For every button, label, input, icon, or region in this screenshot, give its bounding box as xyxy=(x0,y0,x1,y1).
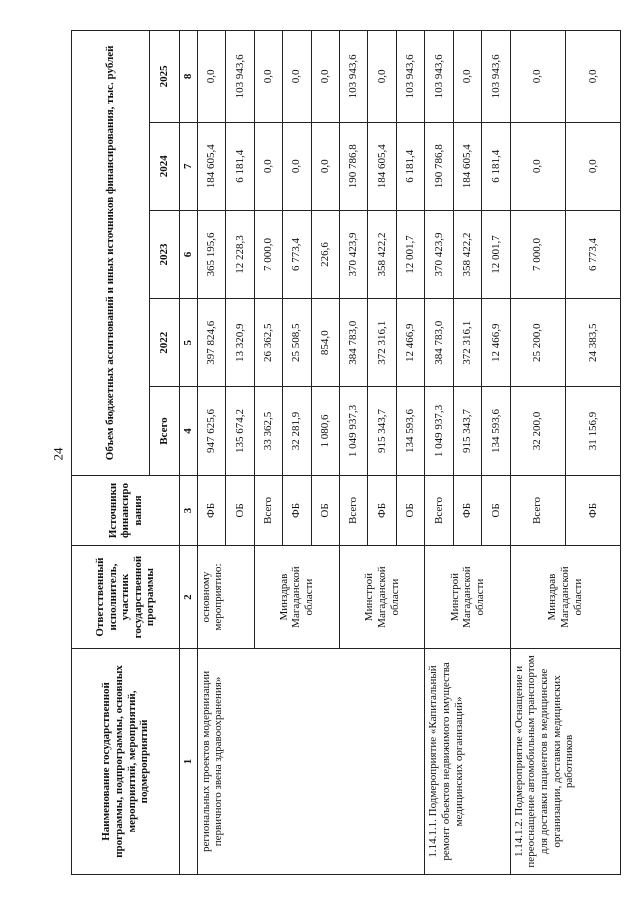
amount-cell-total: 1 049 937,3 xyxy=(425,387,453,475)
amount-cell-total: 915 343,7 xyxy=(453,387,481,475)
amount-cell-y2023: 358 422,2 xyxy=(453,210,481,298)
amount-cell-y2022: 854,0 xyxy=(311,299,339,387)
amount-cell-y2023: 7 000,0 xyxy=(254,210,282,298)
amount-cell-y2024: 0,0 xyxy=(254,122,282,210)
funding-source-cell: ФБ xyxy=(368,475,396,546)
col-number: 6 xyxy=(180,210,198,298)
amount-cell-total: 1 049 937,3 xyxy=(339,387,367,475)
amount-cell-total: 31 156,9 xyxy=(565,387,620,475)
col-number: 2 xyxy=(180,546,198,649)
executor-cell: основному мероприятию: xyxy=(197,546,254,649)
amount-cell-y2025: 0,0 xyxy=(368,31,396,123)
funding-source-cell: Всего xyxy=(425,475,453,546)
amount-cell-total: 32 281,9 xyxy=(283,387,311,475)
col-number: 5 xyxy=(180,299,198,387)
amount-cell-y2024: 6 181,4 xyxy=(226,122,254,210)
amount-cell-y2022: 12 466,9 xyxy=(482,299,510,387)
amount-cell-y2023: 6 773,4 xyxy=(565,210,620,298)
amount-cell-y2022: 372 316,1 xyxy=(368,299,396,387)
page-number: 24 xyxy=(50,447,66,461)
amount-cell-y2025: 103 943,6 xyxy=(226,31,254,123)
amount-cell-total: 135 674,2 xyxy=(226,387,254,475)
amount-cell-y2022: 12 466,9 xyxy=(396,299,424,387)
table-row xyxy=(197,31,225,875)
header-year-2024: 2024 xyxy=(150,122,180,210)
amount-cell-y2025: 0,0 xyxy=(311,31,339,123)
amount-cell-total: 915 343,7 xyxy=(368,387,396,475)
amount-cell-y2023: 12 228,3 xyxy=(226,210,254,298)
amount-cell-y2024: 0,0 xyxy=(510,122,565,210)
amount-cell-y2023: 370 423,9 xyxy=(425,210,453,298)
amount-cell-y2024: 184 605,4 xyxy=(197,122,225,210)
table-row xyxy=(510,31,565,875)
amount-cell-y2022: 26 362,5 xyxy=(254,299,282,387)
amount-cell-y2024: 0,0 xyxy=(565,122,620,210)
header-funding-source: Источники финансиро вания xyxy=(72,475,180,546)
executor-cell: Минстрой Магаданской области xyxy=(339,546,424,649)
program-name-cell: региональных проектов модернизации первичного звена здравоохранения» xyxy=(197,648,425,874)
funding-source-cell: Всего xyxy=(510,475,565,546)
amount-cell-y2025: 0,0 xyxy=(283,31,311,123)
amount-cell-y2023: 370 423,9 xyxy=(339,210,367,298)
header-year-2023: 2023 xyxy=(150,210,180,298)
financing-table xyxy=(71,30,621,875)
amount-cell-y2025: 103 943,6 xyxy=(482,31,510,123)
amount-cell-y2023: 358 422,2 xyxy=(368,210,396,298)
amount-cell-y2025: 103 943,6 xyxy=(425,31,453,123)
table-row xyxy=(425,31,453,875)
amount-cell-y2024: 184 605,4 xyxy=(453,122,481,210)
amount-cell-total: 947 625,6 xyxy=(197,387,225,475)
amount-cell-y2022: 384 783,0 xyxy=(425,299,453,387)
amount-cell-total: 134 593,6 xyxy=(396,387,424,475)
amount-cell-y2024: 6 181,4 xyxy=(482,122,510,210)
amount-cell-y2025: 0,0 xyxy=(197,31,225,123)
amount-cell-y2022: 397 824,6 xyxy=(197,299,225,387)
header-year-2025: 2025 xyxy=(150,31,180,123)
funding-source-cell: ФБ xyxy=(197,475,225,546)
amount-cell-y2023: 365 195,6 xyxy=(197,210,225,298)
amount-cell-y2025: 0,0 xyxy=(453,31,481,123)
header-total: Всего xyxy=(150,387,180,475)
amount-cell-y2023: 7 000,0 xyxy=(510,210,565,298)
col-number: 7 xyxy=(180,122,198,210)
col-number: 1 xyxy=(180,648,198,874)
amount-cell-y2025: 103 943,6 xyxy=(396,31,424,123)
amount-cell-total: 33 362,5 xyxy=(254,387,282,475)
amount-cell-total: 1 080,6 xyxy=(311,387,339,475)
amount-cell-y2024: 190 786,8 xyxy=(425,122,453,210)
amount-cell-y2022: 25 508,5 xyxy=(283,299,311,387)
executor-cell: Минздрав Магаданской области xyxy=(510,546,620,649)
amount-cell-y2022: 25 200,0 xyxy=(510,299,565,387)
table-wrapper xyxy=(71,30,621,875)
funding-source-cell: Всего xyxy=(339,475,367,546)
amount-cell-y2023: 12 001,7 xyxy=(396,210,424,298)
amount-cell-y2024: 184 605,4 xyxy=(368,122,396,210)
amount-cell-y2022: 384 783,0 xyxy=(339,299,367,387)
amount-cell-y2025: 103 943,6 xyxy=(339,31,367,123)
table-rotation-frame xyxy=(71,30,621,875)
executor-cell: Минздрав Магаданской области xyxy=(254,546,339,649)
funding-source-cell: ФБ xyxy=(453,475,481,546)
program-name-cell: 1.14.1.2. Подмероприятие «Оснащение и переоснащение автомобильным транспортом для доставки пациентов в медицинские организации, доставки медицинских работников xyxy=(510,648,620,874)
amount-cell-total: 32 200,0 xyxy=(510,387,565,475)
executor-cell: Минстрой Магаданской области xyxy=(425,546,510,649)
col-number: 3 xyxy=(180,475,198,546)
amount-cell-y2024: 0,0 xyxy=(283,122,311,210)
amount-cell-y2024: 0,0 xyxy=(311,122,339,210)
amount-cell-y2023: 226,6 xyxy=(311,210,339,298)
amount-cell-y2024: 190 786,8 xyxy=(339,122,367,210)
amount-cell-y2023: 6 773,4 xyxy=(283,210,311,298)
amount-cell-y2025: 0,0 xyxy=(254,31,282,123)
amount-cell-y2023: 12 001,7 xyxy=(482,210,510,298)
table-body xyxy=(197,31,620,875)
header-year-2022: 2022 xyxy=(150,299,180,387)
amount-cell-y2025: 0,0 xyxy=(510,31,565,123)
col-number: 4 xyxy=(180,387,198,475)
amount-cell-y2022: 24 383,5 xyxy=(565,299,620,387)
header-funding-volume: Объем бюджетных ассигнований и иных источников финансирования, тыс. рублей xyxy=(72,31,150,476)
col-number: 8 xyxy=(180,31,198,123)
header-executor: Ответственный исполнитель, участник государственной программы xyxy=(72,546,180,649)
funding-source-cell: ФБ xyxy=(283,475,311,546)
amount-cell-y2022: 13 320,9 xyxy=(226,299,254,387)
amount-cell-y2024: 6 181,4 xyxy=(396,122,424,210)
amount-cell-y2022: 372 316,1 xyxy=(453,299,481,387)
funding-source-cell: ОБ xyxy=(226,475,254,546)
amount-cell-total: 134 593,6 xyxy=(482,387,510,475)
amount-cell-y2025: 0,0 xyxy=(565,31,620,123)
funding-source-cell: ФБ xyxy=(565,475,620,546)
header-program-name: Наименование государственной программы, подпрограммы, основных мероприятий, мероприятий, подмероприятий xyxy=(72,648,180,874)
program-name-cell: 1.14.1.1. Подмероприятие «Капитальный ремонт объектов недвижимого имущества медицинских организаций» xyxy=(425,648,510,874)
funding-source-cell: ОБ xyxy=(396,475,424,546)
funding-source-cell: ОБ xyxy=(482,475,510,546)
funding-source-cell: ОБ xyxy=(311,475,339,546)
funding-source-cell: Всего xyxy=(254,475,282,546)
